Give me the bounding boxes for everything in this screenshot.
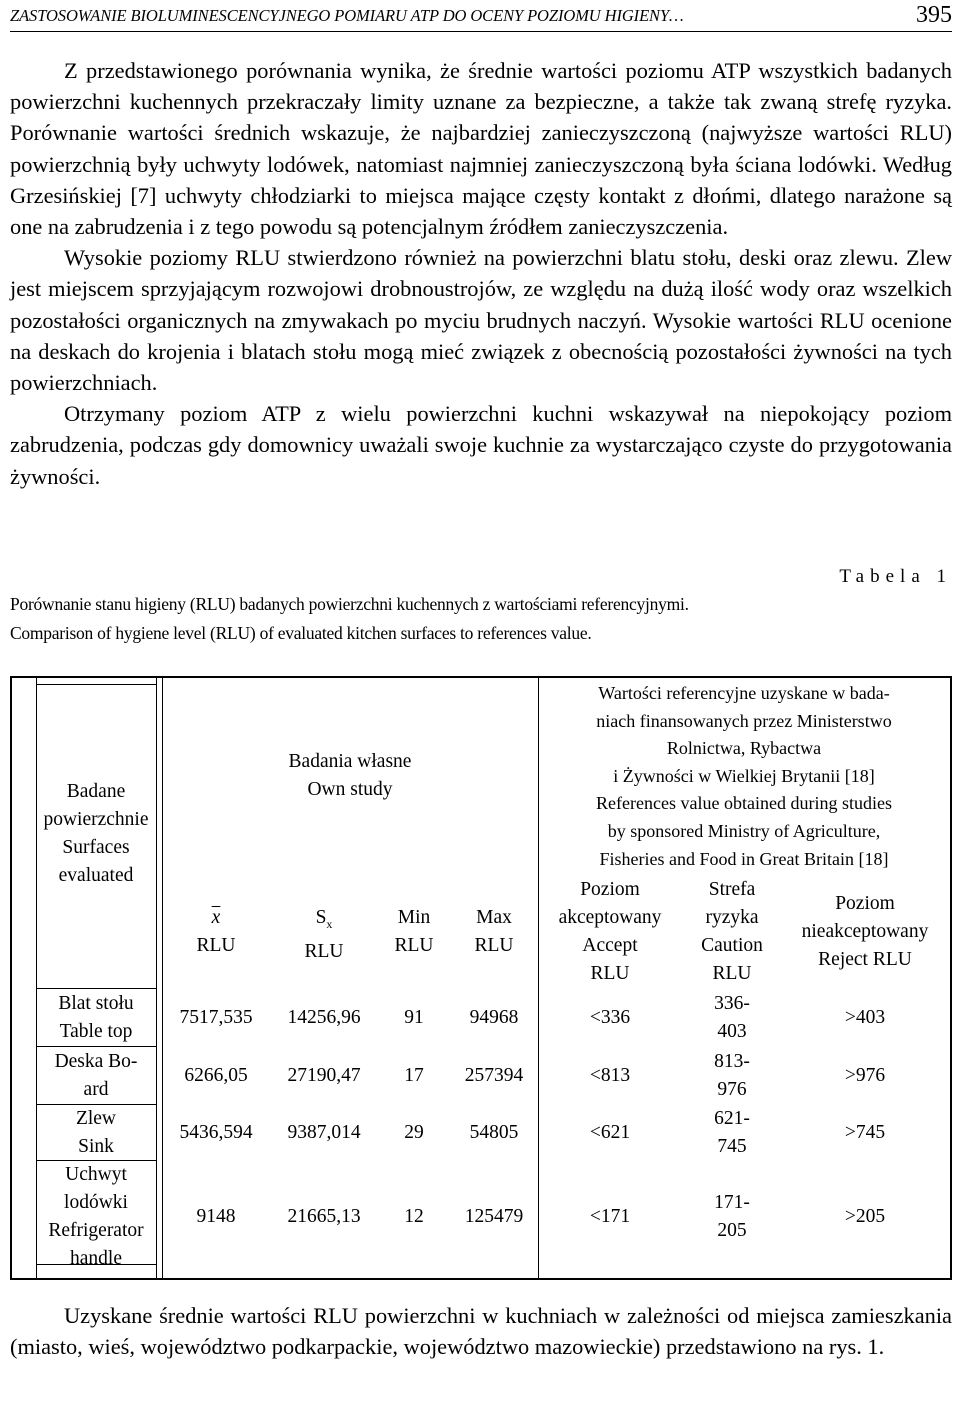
table-caption-en: Comparison of hygiene level (RLU) of evaluated kitchen surfaces to references value.	[10, 623, 592, 643]
cell-sx: 9387,014	[287, 1122, 361, 1143]
cell-accept: <336	[589, 1007, 631, 1028]
table-label: Tabela 1	[839, 566, 952, 587]
cell-min: 17	[404, 1065, 424, 1086]
col-divider	[156, 678, 157, 1278]
page-number: 395	[916, 2, 952, 28]
header-rule	[10, 31, 952, 32]
header-reject: Poziom nieakceptowany Reject RLU	[801, 893, 929, 970]
cell-mean: 5436,594	[179, 1122, 253, 1143]
cell-mean: 6266,05	[184, 1065, 248, 1086]
cell-max: 257394	[464, 1065, 524, 1086]
cell-min: 12	[404, 1206, 424, 1227]
paragraph-3	[10, 398, 952, 492]
paragraph-2	[10, 242, 952, 398]
cell-reject: >745	[844, 1122, 886, 1143]
cell-reject: >403	[844, 1007, 886, 1028]
table-row-surface: Uchwyt lodówki Refrigerator handle	[48, 1164, 144, 1269]
header-min: Min RLU	[394, 907, 434, 956]
cell-reject: >205	[844, 1206, 886, 1227]
header-surfaces: Badane powierzchnie Surfaces evaluated	[43, 781, 149, 886]
comparison-table	[10, 676, 952, 1280]
paragraph-1-text: Z przedstawionego porównania wynika, że średnie wartości poziomu ATP wszystkich badanych powierzchni kuchennych przekraczały limity uznane za bezpieczne, a także tak zwaną strefę ryzyka. Porównanie wartości średnich wskazuje, że najbardziej zanieczyszczoną (najwyższe wartości RLU) powierzchnią były uchwyty lodówek, natomiast najmniej zanieczyszczoną była ściana lodówki. Według Grzesińskiej [7] uchwyty chłodziarki to miejsca mające częsty kontakt z dłońmi, dlatego narażone są one na zabrudzenia i z tego powodu są potencjalnym źródłem zanieczyszczenia.	[10, 58, 952, 240]
cell-caution: 171- 205	[714, 1192, 750, 1241]
header-caution: Strefa ryzyka Caution RLU	[701, 879, 763, 984]
table-row-surface: Deska Bo- ard	[54, 1051, 138, 1100]
header-own-study: Badania własne Own study	[288, 751, 412, 800]
cell-mean: 9148	[196, 1206, 236, 1227]
row-divider	[36, 988, 156, 989]
intro-text-block	[10, 55, 952, 492]
paragraph-2-text: Wysokie poziomy RLU stwierdzono również na powierzchni blatu stołu, deski oraz zlewu. Zlew jest miejscem sprzyjającym rozwojowi drobnoustrojów, ze względu na dużą ilość wody oraz wszelkich pozostałości organicznych na zmywakach po myciu brudnych naczyń. Wysokie wartości RLU ocenione na deskach do krojenia i blatach stołu mogą mieć związek z obecnością pozostałości żywności na tych powierzchniach.	[10, 245, 952, 396]
paragraph-closing: Uzyskane średnie wartości RLU powierzchni w kuchniach w zależności od miejsca zamieszkania (miasto, wieś, województwo podkarpackie, województwo mazowieckie) przedstawiono na rys. 1.	[10, 1303, 952, 1360]
cell-reject: >976	[844, 1065, 886, 1086]
header-sx: $S_x$ RLU	[304, 907, 344, 962]
cell-sx: 21665,13	[287, 1206, 361, 1227]
cell-caution: 813- 976	[714, 1051, 750, 1100]
cell-caution: 621- 745	[714, 1108, 750, 1157]
table-row-surface: Blat stołu Table top	[58, 993, 134, 1042]
cell-sx: 14256,96	[287, 1007, 361, 1028]
cell-min: 29	[404, 1122, 424, 1143]
cell-max: 94968	[469, 1007, 519, 1028]
cell-min: 91	[404, 1007, 424, 1028]
cell-accept: <813	[589, 1065, 631, 1086]
cell-accept: <621	[589, 1122, 631, 1143]
cell-sx: 27190,47	[287, 1065, 361, 1086]
running-head-title: ZASTOSOWANIE BIOLUMINESCENCYJNEGO POMIARU ATP DO OCENY POZIOMU HIGIENY…	[10, 6, 684, 25]
header-max: Max RLU	[474, 907, 514, 956]
cell-mean: 7517,535	[179, 1007, 253, 1028]
cell-caution: 336- 403	[714, 993, 750, 1042]
table-row-surface: Zlew Sink	[75, 1108, 117, 1157]
cell-max: 54805	[469, 1122, 519, 1143]
header-mean: $\overline{x}$ RLU	[196, 907, 236, 956]
paragraph-1	[10, 55, 952, 242]
header-accept: Poziom akceptowany Accept RLU	[558, 879, 662, 984]
running-head	[10, 2, 952, 34]
header-references: Wartości referencyjne uzyskane w bada- niach finansowanych przez Ministerstwo Rolnictwa, Rybactwa i Żywności w Wielkiej Brytanii [18] References value obtained during studies by sponsored Ministry of Agriculture, Fisheries and Food in Great Britain [18]	[596, 683, 892, 869]
cell-accept: <171	[589, 1206, 631, 1227]
row-divider	[36, 684, 156, 685]
row-divider	[36, 1046, 156, 1047]
table-caption-pl: Porównanie stanu higieny (RLU) badanych powierzchni kuchennych z wartościami referencyjnymi.	[10, 594, 689, 614]
cell-max: 125479	[464, 1206, 524, 1227]
paragraph-3-text: Otrzymany poziom ATP z wielu powierzchni kuchni wskazywał na niepokojący poziom zabrudzenia, podczas gdy domownicy uważali swoje kuchnie za wystarczająco czyste do przygotowania żywności.	[10, 401, 952, 489]
